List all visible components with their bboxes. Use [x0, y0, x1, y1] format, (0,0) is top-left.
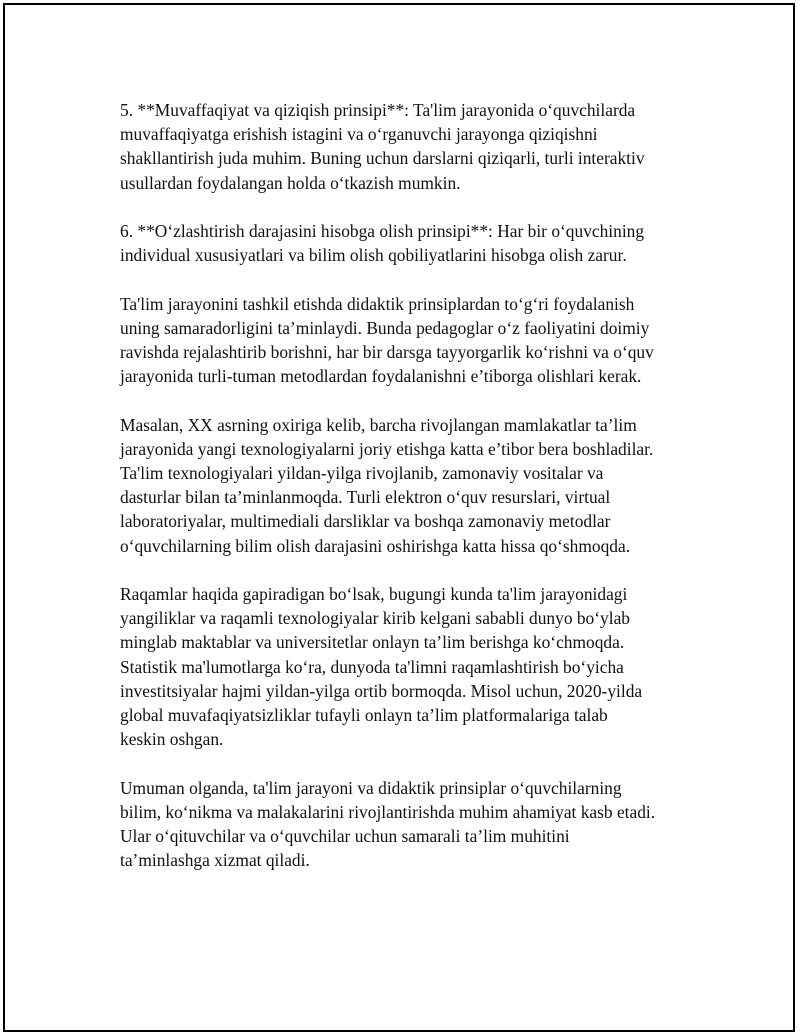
document-body — [120, 98, 720, 897]
paragraph-conclusion: Umuman olganda, ta'lim jarayoni va didaktik prinsiplar oʻquvchilarning bilim, koʻnikma va malakalarini rivojlantirishda muhim ahamiyat kasb etadi. Ular oʻqituvchilar va oʻquvchilar uchun samarali ta’lim muhitini ta’minlashga xizmat qiladi. — [120, 777, 656, 871]
document-page — [3, 3, 795, 1032]
paragraph-didactic-principles-usage: Ta'lim jarayonini tashkil etishda didaktik prinsiplardan toʻgʻri foydalanish uning samaradorligini ta’minlaydi. Bunda pedagoglar oʻz faoliyatini doimiy ravishda rejalashtirib borishni, har bir darsga tayyorgarlik koʻrishni va oʻquv jarayonida turli-tuman metodlardan foydalanishni e’tiborga olishlari kerak. — [120, 293, 654, 387]
paragraph-education-technologies: Masalan, XX asrning oxiriga kelib, barcha rivojlangan mamlakatlar ta’lim jarayonida yangi texnologiyalarni joriy etishga katta e’tibor bera boshladilar. Ta'lim texnologiyalari yildan-yilga rivojlanib, zamonaviy vositalar va dasturlar bilan ta’minlanmoqda. Turli elektron oʻquv resurslari, virtual laboratoriyalar, multimediali darsliklar va boshqa zamonaviy metodlar oʻquvchilarning bilim olish darajasini oshirishga katta hissa qoʻshmoqda. — [120, 414, 654, 556]
paragraph-mastery-level-principle: 6. **Oʻzlashtirish darajasini hisobga olish prinsipi**: Har bir oʻquvchining individual xususiyatlari va bilim olish qobiliyatlarini hisobga olish zarur. — [120, 221, 645, 266]
paragraph-success-interest-principle: 5. **Muvaffaqiyat va qiziqish prinsipi**: Ta'lim jarayonida oʻquvchilarda muvaffaqiyatga erishish istagini va oʻrganuvchi jarayonga qiziqishni shakllantirish juda muhim. Buning uchun darslarni qiziqarli, turli interaktiv usullardan foydalangan holda oʻtkazish mumkin. — [120, 100, 645, 193]
paragraph-digital-statistics: Raqamlar haqida gapiradigan boʻlsak, bugungi kunda ta'lim jarayonidagi yangiliklar va raqamli texnologiyalar kirib kelgani sababli dunyo boʻylab minglab maktablar va universitetlar onlayn ta’lim berishga koʻchmoqda. Statistik ma'lumotlarga koʻra, dunyoda ta'limni raqamlashtirish boʻyicha investitsiyalar hajmi yildan-yilga ortib bormoqda. Misol uchun, 2020-yilda global muvafaqiyatsizliklar tufayli onlayn ta’lim platformalariga talab keskin oshgan. — [120, 584, 643, 750]
